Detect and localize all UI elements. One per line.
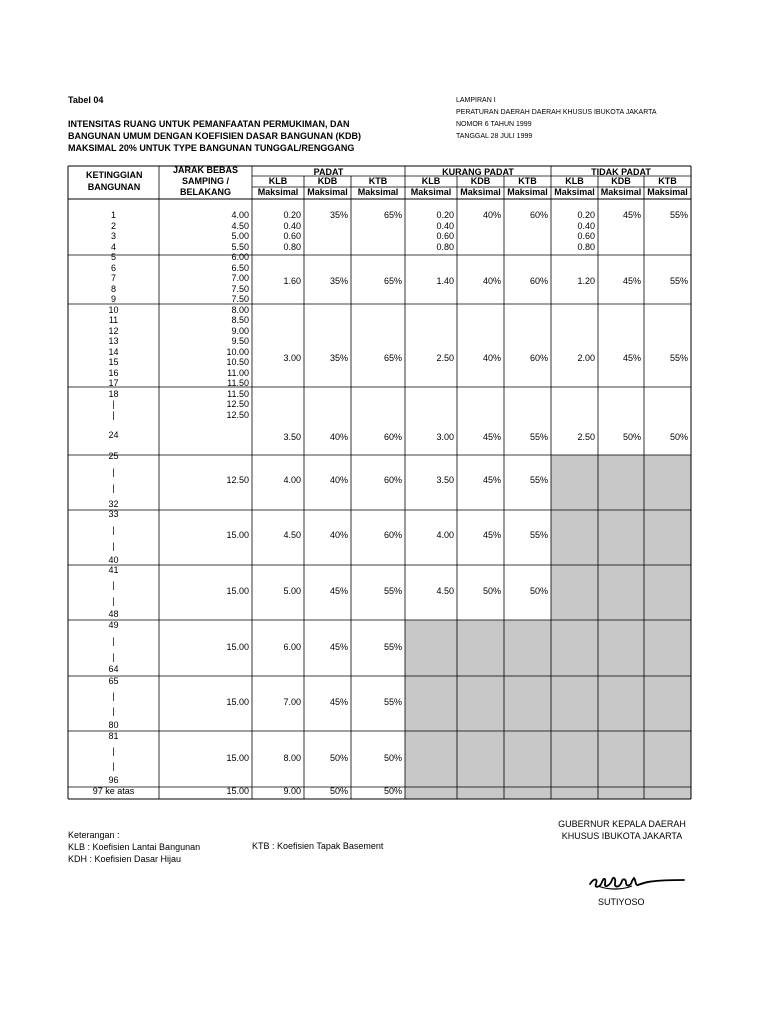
cell-tidak: 50% bbox=[622, 432, 641, 442]
cell-kurang: 55% bbox=[529, 475, 548, 485]
cell-padat: 50% bbox=[383, 753, 402, 763]
cell-kurang: 60% bbox=[529, 353, 548, 363]
empty-shaded-cell bbox=[551, 676, 691, 731]
cell-kurang: 0.20 bbox=[436, 210, 454, 220]
cell-padat: 50% bbox=[329, 753, 348, 763]
header-maksimal: Maksimal bbox=[357, 187, 399, 197]
cell-padat: 5.00 bbox=[283, 586, 301, 596]
jarak-value: 15.00 bbox=[226, 586, 249, 596]
header-maksimal: Maksimal bbox=[554, 187, 595, 197]
cell-padat: 1.60 bbox=[283, 276, 301, 286]
empty-shaded-cell bbox=[551, 565, 691, 620]
height-label: | bbox=[112, 691, 115, 701]
lampiran-line: PERATURAN DAERAH DAERAH KHUSUS IBUKOTA JAKARTA bbox=[456, 109, 657, 116]
cell-padat: 45% bbox=[329, 642, 348, 652]
height-label: 13 bbox=[108, 336, 119, 346]
cell-padat: 35% bbox=[329, 210, 348, 220]
header-maksimal: Maksimal bbox=[257, 187, 299, 197]
cell-kurang: 0.60 bbox=[436, 231, 454, 241]
cell-padat: 4.00 bbox=[283, 475, 301, 485]
cell-kurang: 1.40 bbox=[436, 276, 454, 286]
height-label: 4 bbox=[110, 241, 116, 252]
header-jarak-line: SAMPING / bbox=[181, 176, 229, 186]
empty-shaded-cell bbox=[405, 787, 551, 799]
cell-padat: 0.40 bbox=[283, 220, 301, 231]
cell-padat: 50% bbox=[329, 785, 348, 796]
empty-shaded-cell bbox=[551, 455, 691, 510]
lampiran-line: LAMPIRAN I bbox=[456, 97, 496, 104]
cell-kurang: 45% bbox=[482, 530, 501, 540]
header-maksimal: Maksimal bbox=[647, 187, 688, 197]
jarak-value: 4.50 bbox=[231, 220, 249, 231]
jarak-value: 10.00 bbox=[226, 346, 249, 357]
empty-shaded-cell bbox=[551, 620, 691, 676]
cell-tidak: 0.20 bbox=[577, 210, 595, 220]
cell-padat: 3.50 bbox=[283, 432, 301, 442]
title-line: INTENSITAS RUANG UNTUK PEMANFAATAN PERMUKIMAN, DAN bbox=[68, 119, 350, 129]
cell-kurang: 60% bbox=[529, 210, 548, 220]
jarak-value: 5.50 bbox=[231, 241, 249, 252]
jarak-value: 15.00 bbox=[226, 697, 249, 707]
jarak-value: 11.50 bbox=[227, 388, 249, 399]
jarak-value: 7.50 bbox=[231, 294, 249, 304]
header-sub: KLB bbox=[268, 176, 288, 186]
cell-padat: 4.50 bbox=[283, 530, 301, 540]
title-line: MAKSIMAL 20% UNTUK TYPE BANGUNAN TUNGGAL/RENGGANG bbox=[68, 143, 355, 153]
cell-tidak: 45% bbox=[622, 210, 641, 220]
lampiran-reference bbox=[456, 95, 657, 143]
cell-padat: 50% bbox=[383, 785, 402, 796]
governor-title bbox=[552, 818, 692, 842]
jarak-value: 4.00 bbox=[231, 210, 249, 220]
jarak-value: 6.50 bbox=[231, 262, 249, 273]
height-label: 97 ke atas bbox=[92, 785, 135, 796]
height-label: | bbox=[112, 706, 115, 716]
jarak-value: 5.00 bbox=[231, 231, 249, 241]
cell-tidak: 1.20 bbox=[577, 276, 595, 286]
cell-padat: 45% bbox=[329, 697, 348, 707]
jarak-value: 12.50 bbox=[226, 409, 249, 420]
empty-shaded-cell bbox=[551, 731, 691, 787]
cell-kurang: 3.50 bbox=[436, 475, 454, 485]
header-ketinggian: KETINGGIAN BANGUNAN bbox=[86, 170, 143, 192]
cell-tidak: 55% bbox=[669, 210, 688, 220]
header-jarak-line: JARAK BEBAS bbox=[172, 165, 238, 175]
header-sub: KTB bbox=[518, 176, 537, 186]
height-label: 3 bbox=[110, 231, 116, 241]
cell-padat: 6.00 bbox=[283, 642, 301, 652]
cell-kurang: 4.00 bbox=[436, 530, 454, 540]
cell-tidak: 45% bbox=[622, 276, 641, 286]
cell-padat: 60% bbox=[383, 475, 402, 485]
header-group-2: TIDAK PADAT bbox=[591, 167, 651, 177]
jarak-value: 11.50 bbox=[227, 378, 249, 388]
height-label: 65 bbox=[108, 676, 119, 686]
height-label: | bbox=[112, 409, 115, 420]
cell-kurang: 3.00 bbox=[436, 432, 454, 442]
cell-padat: 35% bbox=[329, 276, 348, 286]
header-sub: KLB bbox=[421, 176, 441, 186]
height-label: | bbox=[112, 467, 115, 477]
cell-kurang: 45% bbox=[482, 432, 501, 442]
cell-tidak: 0.40 bbox=[577, 220, 595, 231]
height-label: 96 bbox=[108, 775, 119, 785]
cell-kurang: 60% bbox=[529, 276, 548, 286]
height-label: 49 bbox=[108, 620, 119, 630]
header-sub: KDB bbox=[611, 176, 631, 186]
height-label: 25 bbox=[108, 451, 119, 461]
height-label: 9 bbox=[110, 294, 116, 304]
jarak-value: 15.00 bbox=[226, 785, 249, 796]
jarak-value: 9.00 bbox=[231, 325, 249, 336]
height-label: 10 bbox=[108, 304, 119, 315]
height-label: 11 bbox=[108, 315, 119, 325]
cell-kurang: 50% bbox=[482, 586, 501, 596]
jarak-value: 10.50 bbox=[226, 357, 249, 367]
lampiran-line: NOMOR 6 TAHUN 1999 bbox=[456, 121, 532, 128]
cell-padat: 0.20 bbox=[283, 210, 301, 220]
title-line: BANGUNAN UMUM DENGAN KOEFISIEN DASAR BANGUNAN (KDB) bbox=[68, 131, 361, 141]
empty-shaded-cell bbox=[405, 731, 551, 787]
cell-padat: 55% bbox=[383, 697, 402, 707]
jarak-value: 7.00 bbox=[231, 273, 249, 283]
height-label: 40 bbox=[108, 555, 119, 565]
empty-shaded-cell bbox=[551, 510, 691, 565]
cell-tidak: 55% bbox=[669, 276, 688, 286]
jarak-value: 12.50 bbox=[226, 399, 249, 409]
legend-line: Keterangan : bbox=[68, 830, 120, 840]
cell-padat: 65% bbox=[383, 353, 402, 363]
cell-kurang: 55% bbox=[529, 432, 548, 442]
jarak-value: 12.50 bbox=[226, 475, 249, 485]
header-jarak-line: BELAKANG bbox=[180, 187, 231, 197]
height-label: 5 bbox=[110, 252, 116, 262]
cell-padat: 35% bbox=[329, 353, 348, 363]
height-label: | bbox=[112, 652, 115, 662]
header-maksimal: Maksimal bbox=[307, 187, 348, 197]
cell-tidak: 45% bbox=[622, 353, 641, 363]
height-label: 33 bbox=[108, 509, 119, 519]
jarak-value: 8.00 bbox=[231, 304, 249, 315]
legend-line: KDH : Koefisien Dasar Hijau bbox=[68, 854, 182, 864]
table-number: Tabel 04 bbox=[68, 95, 104, 105]
height-label: | bbox=[112, 399, 115, 409]
cell-kurang: 40% bbox=[482, 353, 501, 363]
header-sub: KDB bbox=[317, 176, 338, 186]
height-label: 24 bbox=[108, 430, 119, 440]
cell-tidak: 55% bbox=[669, 353, 688, 363]
height-label: 81 bbox=[108, 731, 119, 741]
height-label: | bbox=[112, 580, 115, 590]
legend-ktb: KTB : Koefisien Tapak Basement bbox=[252, 841, 384, 851]
height-label: | bbox=[112, 541, 115, 551]
header-group-0: PADAT bbox=[313, 167, 344, 177]
height-label: | bbox=[112, 761, 115, 771]
cell-kurang: 40% bbox=[482, 276, 501, 286]
jarak-value: 11.00 bbox=[227, 367, 249, 378]
cell-padat: 40% bbox=[329, 432, 348, 442]
cell-kurang: 50% bbox=[529, 586, 548, 596]
header-maksimal: Maksimal bbox=[460, 187, 501, 197]
height-label: 17 bbox=[108, 378, 119, 388]
cell-padat: 65% bbox=[383, 276, 402, 286]
header-maksimal: Maksimal bbox=[410, 187, 452, 197]
height-label: 1 bbox=[110, 210, 116, 220]
cell-tidak: 0.60 bbox=[577, 231, 595, 241]
height-label: 41 bbox=[108, 565, 119, 575]
jarak-value: 9.50 bbox=[231, 336, 249, 346]
empty-shaded-cell bbox=[551, 787, 691, 799]
height-label: 18 bbox=[108, 388, 119, 399]
header-sub: KTB bbox=[658, 176, 677, 186]
header-sub: KDB bbox=[470, 176, 491, 186]
jarak-value: 15.00 bbox=[226, 753, 249, 763]
cell-tidak: 0.80 bbox=[577, 241, 595, 252]
cell-kurang: 55% bbox=[529, 530, 548, 540]
cell-tidak: 2.50 bbox=[577, 432, 595, 442]
cell-padat: 55% bbox=[383, 586, 402, 596]
governor-line: KHUSUS IBUKOTA JAKARTA bbox=[561, 831, 683, 841]
header-sub: KTB bbox=[368, 176, 388, 186]
cell-padat: 40% bbox=[329, 530, 348, 540]
governor-line: GUBERNUR KEPALA DAERAH bbox=[558, 819, 686, 829]
cell-padat: 65% bbox=[383, 210, 402, 220]
jarak-value: 15.00 bbox=[226, 642, 249, 652]
signatory-name: SUTIYOSO bbox=[598, 897, 645, 907]
cell-padat: 0.80 bbox=[283, 241, 301, 252]
cell-kurang: 0.80 bbox=[436, 241, 454, 252]
height-label: | bbox=[112, 483, 115, 493]
height-label: | bbox=[112, 746, 115, 756]
height-label: 2 bbox=[110, 220, 116, 231]
cell-kurang: 4.50 bbox=[436, 586, 454, 596]
legend-line: KLB : Koefisien Lantai Bangunan bbox=[68, 842, 201, 852]
cell-kurang: 45% bbox=[482, 475, 501, 485]
header-sub: KLB bbox=[565, 176, 584, 186]
empty-shaded-cell bbox=[405, 676, 551, 731]
height-label: 48 bbox=[108, 609, 119, 619]
cell-tidak: 50% bbox=[669, 432, 688, 442]
cell-padat: 45% bbox=[329, 586, 348, 596]
empty-shaded-cell bbox=[405, 620, 551, 676]
height-label: | bbox=[112, 525, 115, 535]
height-label: 32 bbox=[108, 499, 119, 509]
lampiran-line: TANGGAL 28 JULI 1999 bbox=[456, 133, 533, 140]
jarak-value: 8.50 bbox=[231, 315, 249, 325]
signature-image bbox=[588, 866, 688, 894]
height-label: 16 bbox=[108, 367, 119, 378]
header-maksimal: Maksimal bbox=[507, 187, 548, 197]
cell-padat: 55% bbox=[383, 642, 402, 652]
cell-kurang: 40% bbox=[482, 210, 501, 220]
height-label: 14 bbox=[108, 346, 119, 357]
cell-padat: 40% bbox=[329, 475, 348, 485]
cell-padat: 0.60 bbox=[283, 231, 301, 241]
cell-tidak: 2.00 bbox=[577, 353, 595, 363]
cell-padat: 9.00 bbox=[283, 785, 301, 796]
height-label: 64 bbox=[108, 664, 119, 674]
cell-padat: 3.00 bbox=[283, 353, 301, 363]
height-label: 15 bbox=[108, 357, 119, 367]
cell-padat: 60% bbox=[383, 530, 402, 540]
cell-kurang: 2.50 bbox=[436, 353, 454, 363]
header-group-1: KURANG PADAT bbox=[442, 167, 514, 177]
height-label: 12 bbox=[108, 325, 119, 336]
keterangan-legend bbox=[68, 829, 200, 865]
height-label: 7 bbox=[110, 273, 116, 283]
jarak-value: 7.50 bbox=[231, 283, 249, 294]
cell-kurang: 0.40 bbox=[436, 220, 454, 231]
cell-padat: 60% bbox=[383, 432, 402, 442]
document-title bbox=[68, 118, 361, 154]
height-label: 6 bbox=[110, 262, 116, 273]
height-label: 8 bbox=[110, 283, 116, 294]
height-label: 80 bbox=[108, 720, 119, 730]
cell-padat: 7.00 bbox=[283, 697, 301, 707]
jarak-value: 6.00 bbox=[231, 252, 249, 262]
height-label: | bbox=[112, 636, 115, 646]
height-label: | bbox=[112, 596, 115, 606]
cell-padat: 8.00 bbox=[283, 753, 301, 763]
jarak-value: 15.00 bbox=[226, 530, 249, 540]
header-maksimal: Maksimal bbox=[600, 187, 642, 197]
